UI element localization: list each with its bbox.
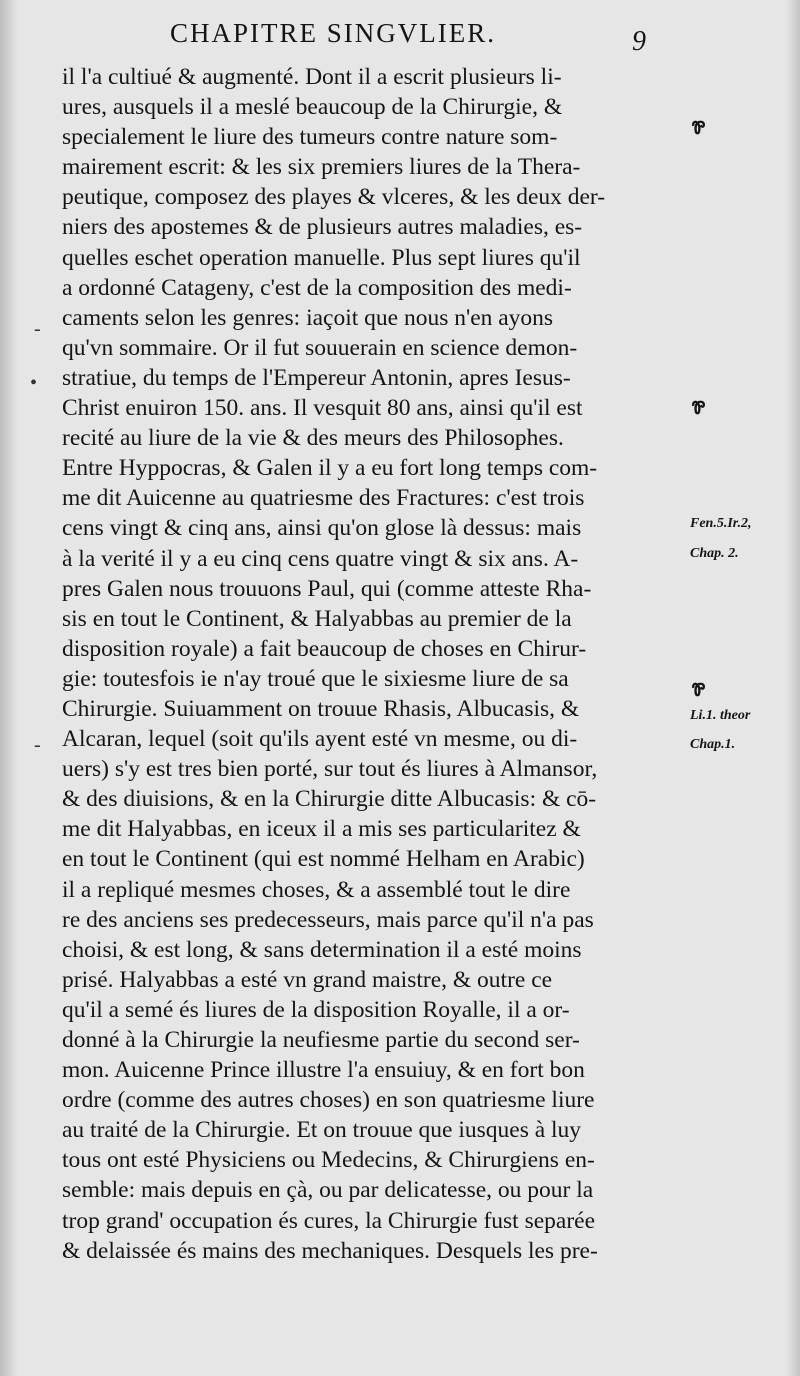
- text-line: niers des apostemes & de plusieurs autres maladies, es-: [62, 214, 583, 241]
- text-line: Chirurgie. Suiuamment on trouue Rhasis, Albucasis, &: [62, 695, 580, 722]
- text-line: quelles eschet operation manuelle. Plus sept liures qu'il: [62, 244, 581, 271]
- text-line: il l'a cultiué & augmenté. Dont il a escrit plusieurs li-: [62, 64, 562, 90]
- text-line: specialement le liure des tumeurs contre nature som-: [62, 124, 558, 151]
- text-line: & des diuisions, & en la Chirurgie ditte Albucasis: & cō-: [62, 786, 597, 813]
- margin-mark: •: [30, 372, 38, 394]
- text-line: sis en tout le Continent, & Halyabbas au premier de la: [62, 605, 572, 632]
- margin-note: Fen.5.Ir.2,: [690, 516, 752, 531]
- text-line: re des anciens ses predecesseurs, mais parce qu'il n'a pas: [62, 906, 594, 933]
- page-number: 9: [632, 26, 646, 57]
- text-line: peutique, composez des playes & vlceres, & les deux der-: [62, 184, 606, 211]
- text-line: prisé. Halyabbas a esté vn grand maistre, & outre ce: [62, 966, 553, 993]
- text-line: qu'vn sommaire. Or il fut souuerain en science demon-: [62, 334, 578, 361]
- text-line: Entre Hyppocras, & Galen il y a eu fort long temps com-: [62, 455, 598, 482]
- marginal-paragraph-icon: Ꮘ: [692, 398, 706, 419]
- text-line: caments selon les genres: iaçoit que nous n'en ayons: [62, 304, 554, 331]
- text-line: ures, ausquels il a meslé beaucoup de la Chirurgie, &: [62, 94, 563, 121]
- text-line: choisi, & est long, & sans determination il a esté moins: [62, 936, 582, 963]
- marginal-paragraph-icon: Ꮘ: [692, 118, 706, 139]
- text-line: à la verité il y a eu cinq cens quatre vingt & six ans. A-: [62, 545, 579, 572]
- text-line: uers) s'y est tres bien porté, sur tout és liures à Almansor,: [62, 756, 598, 783]
- margin-note: Chap.1.: [690, 737, 736, 752]
- margin-mark: -: [34, 734, 41, 756]
- margin-mark: -: [34, 318, 41, 340]
- text-line: & delaissée és mains des mechaniques. Desquels les pre-: [62, 1237, 598, 1264]
- text-line: Christ enuiron 150. ans. Il vesquit 80 ans, ainsi qu'il est: [62, 395, 583, 422]
- text-line: au traité de la Chirurgie. Et on trouue que iusques à luy: [62, 1117, 582, 1144]
- text-line: trop grand' occupation és cures, la Chirurgie fust separée: [62, 1207, 596, 1234]
- text-line: pres Galen nous trouuons Paul, qui (comme atteste Rha-: [62, 575, 592, 602]
- text-line: tous ont esté Physiciens ou Medecins, & Chirurgiens en-: [62, 1147, 595, 1174]
- text-line: semble: mais depuis en çà, ou par delicatesse, ou pour la: [62, 1177, 594, 1204]
- page-edge-shadow: [786, 0, 800, 1376]
- text-line: gie: toutesfois ie n'ay troué que le sixiesme liure de sa: [62, 665, 569, 692]
- text-line: disposition royale) a fait beaucoup de choses en Chirur-: [62, 635, 587, 662]
- marginal-paragraph-icon: Ꮘ: [692, 680, 706, 701]
- text-line: me dit Halyabbas, en iceux il a mis ses particularitez &: [62, 816, 581, 843]
- body-text: [62, 62, 680, 1266]
- text-line: en tout le Continent (qui est nommé Helham en Arabic): [62, 846, 585, 873]
- text-line: recité au liure de la vie & des meurs des Philosophes.: [62, 425, 564, 452]
- text-line: qu'il a semé és liures de la disposition Royalle, il a or-: [62, 996, 570, 1023]
- text-line: il a repliqué mesmes choses, & a assemblé tout le dire: [62, 876, 571, 903]
- margin-note: Li.1. theor: [690, 708, 751, 723]
- text-line: ordre (comme des autres choses) en son quatriesme liure: [62, 1087, 595, 1114]
- text-line: mon. Auicenne Prince illustre l'a ensuiuy, & en fort bon: [62, 1057, 585, 1084]
- text-line: cens vingt & cinq ans, ainsi qu'on glose là dessus: mais: [62, 515, 582, 542]
- margin-note: Chap. 2.: [690, 546, 739, 561]
- text-line: mairement escrit: & les six premiers liures de la Thera-: [62, 154, 581, 181]
- text-line: donné à la Chirurgie la neufiesme partie du second ser-: [62, 1027, 580, 1053]
- page-gutter-shadow: [0, 0, 18, 1376]
- text-line: a ordonné Catageny, c'est de la composition des medi-: [62, 274, 572, 301]
- text-line: stratiue, du temps de l'Empereur Antonin, apres Iesus-: [62, 364, 571, 391]
- text-line: Alcaran, lequel (soit qu'ils ayent esté vn mesme, ou di-: [62, 726, 578, 753]
- text-line: me dit Auicenne au quatriesme des Fractures: c'est trois: [62, 485, 585, 512]
- running-title: CHAPITRE SINGVLIER.: [170, 18, 496, 48]
